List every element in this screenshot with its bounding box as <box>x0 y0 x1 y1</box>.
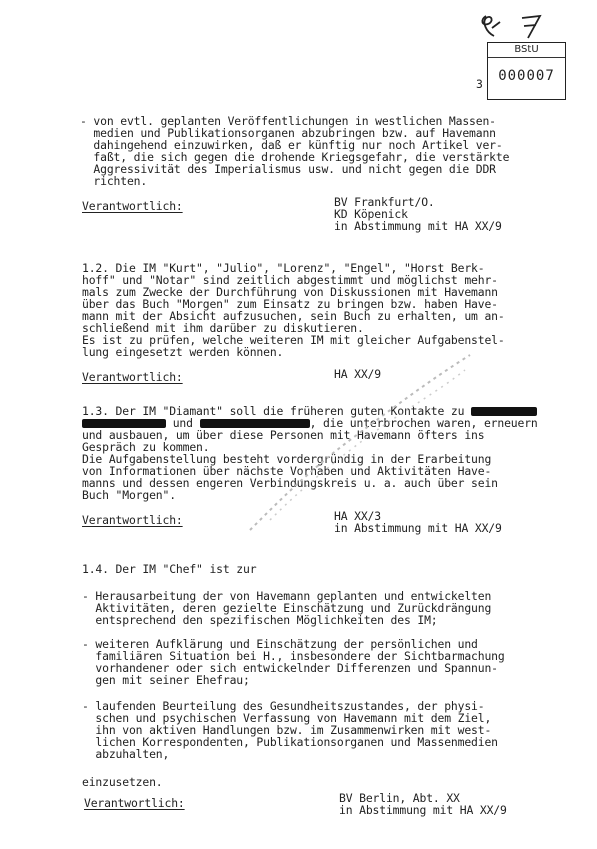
text-line: richten. <box>80 174 148 188</box>
text-line: entsprechend den spezifischen Möglichkeiten des IM; <box>82 613 438 627</box>
responsible-line: BV Berlin, Abt. XX <box>339 791 460 805</box>
closing-word: einzusetzen. <box>82 775 163 789</box>
text-span: , die unterbrochen waren, erneuern <box>309 416 538 430</box>
text-span: und <box>172 416 193 430</box>
text-line: - laufenden Beurteilung des Gesundheitszustandes, der physi- <box>82 699 485 713</box>
text-line: Aktivitäten, deren gezielte Einschätzung und Zurückdrängung <box>82 601 492 615</box>
stamp-number: 000007 <box>498 68 555 84</box>
text-line: schen und psychischen Verfassung von Havemann mit dem Ziel, <box>82 711 492 725</box>
responsible-label: Verantwortlich: <box>82 370 183 384</box>
text-line: hoff" und "Notar" sind zeitlich abgestimmt und möglichst mehr- <box>82 273 498 287</box>
text-line: dahingehend einzuwirken, daß er künftig nur noch Artikel ver- <box>80 138 503 152</box>
text-line: mann mit der Absicht aufzusuchen, sein Buch zu erhalten, um an- <box>82 309 505 323</box>
handwritten-mark <box>478 10 558 44</box>
text-line: abzuhalten, <box>82 747 170 761</box>
text-line: Aggressivität des Imperialismus usw. und nicht gegen die DDR <box>80 162 496 176</box>
text-line: von Informationen über nächste Vorhaben und Aktivitäten Have- <box>82 464 492 478</box>
text-line: und ausbauen, um über diese Personen mit Havemann öfters ins <box>82 428 485 442</box>
text-line: - von evtl. geplanten Veröffentlichungen in westlichen Massen- <box>80 114 496 128</box>
text-line: lichen Korrespondenten, Publikationsorganen und Massenmedien <box>82 735 498 749</box>
redaction-bar <box>82 419 166 428</box>
responsible-line: HA XX/9 <box>334 367 381 381</box>
text-line: - weiteren Aufklärung und Einschätzung der persönlichen und <box>82 637 478 651</box>
text-line: manns und dessen engeren Verbindungskreis u. a. auch über sein <box>82 476 498 490</box>
text-line: schließend mit ihm darüber zu diskutieren. <box>82 321 364 335</box>
redaction-bar <box>200 419 310 428</box>
responsible-label: Verantwortlich: <box>82 199 183 213</box>
stamp-label: BStU <box>514 44 539 55</box>
text-line: ihn von aktiven Handlungen bzw. im Zusammenwirken mit west- <box>82 723 492 737</box>
text-line: faßt, die sich gegen die drohende Kriegsgefahr, die verstärkte <box>80 150 510 164</box>
responsible-label: Verantwortlich: <box>82 513 183 527</box>
text-line: gen mit seiner Ehefrau; <box>82 673 250 687</box>
text-line: mals zum Zwecke der Durchführung von Diskussionen mit Havemann <box>82 285 498 299</box>
text-line: Buch "Morgen". <box>82 488 176 502</box>
text-line: vorhandener oder sich entwickelnder Differenzen und Spannun- <box>82 661 498 675</box>
text-line: familiären Situation bei H., insbesondere der Sichtbarmachung <box>82 649 505 663</box>
text-span: 1.3. Der IM "Diamant" soll die früheren guten Kontakte zu <box>82 404 465 418</box>
responsible-line: HA XX/3 <box>334 509 381 523</box>
text-line: Die Aufgabenstellung besteht vordergründig in der Erarbeitung <box>82 452 492 466</box>
text-line: medien und Publikationsorganen abzubringen bzw. auf Havemann <box>80 126 496 140</box>
text-line: Gespräch zu kommen. <box>82 440 210 454</box>
redaction-bar <box>471 407 537 416</box>
responsible-line: in Abstimmung mit HA XX/9 <box>339 803 507 817</box>
text-line: Es ist zu prüfen, welche weiteren IM mit gleicher Aufgabenstel- <box>82 333 505 347</box>
responsible-line: in Abstimmung mit HA XX/9 <box>334 219 502 233</box>
bstu-stamp <box>487 42 566 100</box>
section-1-4-heading: 1.4. Der IM "Chef" ist zur <box>82 562 257 576</box>
text-line: - Herausarbeitung der von Havemann geplanten und entwickelten <box>82 589 492 603</box>
text-line: 1.2. Die IM "Kurt", "Julio", "Lorenz", "Engel", "Horst Berk- <box>82 261 485 275</box>
responsible-label: Verantwortlich: <box>84 796 185 810</box>
page-number: 3 <box>476 77 483 91</box>
responsible-line: KD Köpenick <box>334 207 408 221</box>
text-line: lung eingesetzt werden können. <box>82 345 284 359</box>
text-line: über das Buch "Morgen" zum Einsatz zu bringen bzw. haben Have- <box>82 297 498 311</box>
responsible-line: BV Frankfurt/O. <box>334 195 435 209</box>
responsible-line: in Abstimmung mit HA XX/9 <box>334 521 502 535</box>
